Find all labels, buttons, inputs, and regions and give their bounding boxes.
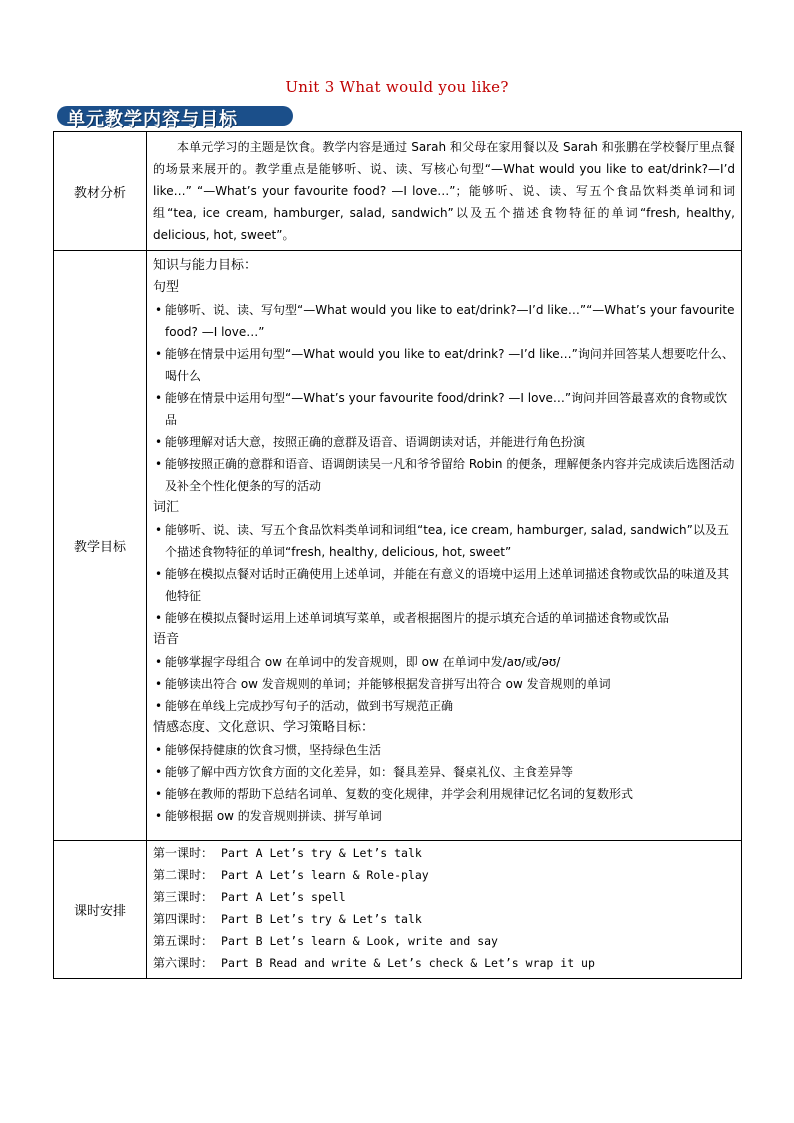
schedule-item	[153, 952, 735, 974]
schedule-cell	[147, 841, 742, 979]
bullet-icon: •	[155, 391, 163, 405]
goal-item	[153, 343, 735, 387]
row-schedule	[54, 841, 742, 979]
vocab-goal-list	[153, 519, 735, 629]
goal-item	[153, 563, 735, 607]
bullet-icon: •	[155, 699, 163, 713]
goal-item	[153, 453, 735, 497]
bullet-icon: •	[155, 457, 163, 471]
bullet-icon: •	[155, 677, 163, 691]
bullet-icon: •	[155, 435, 163, 449]
schedule-item	[153, 864, 735, 886]
goal-item	[153, 651, 735, 673]
bullet-icon: •	[155, 765, 163, 779]
schedule-lesson-content: Part B Let’s learn & Look, write and say	[221, 934, 498, 948]
goal-item	[153, 739, 735, 761]
goal-item-text: 能够按照正确的意群和语音、语调朗读吴一凡和爷爷留给 Robin 的便条，理解便条内容并完成读后选图活动及补全个性化便条的写的活动	[165, 457, 735, 493]
schedule-item	[153, 908, 735, 930]
schedule-lesson-label: 第四课时：	[153, 912, 214, 926]
schedule-lesson-content: Part A Let’s try & Let’s talk	[221, 846, 422, 860]
goal-item-text: 能够在模拟点餐时运用上述单词填写菜单，或者根据图片的提示填充合适的单词描述食物或饮品	[165, 611, 670, 625]
schedule-item	[153, 886, 735, 908]
bullet-icon: •	[155, 787, 163, 801]
goal-item-text: 能够听、说、读、写五个食品饮料类单词和词组“tea, ice cream, hamburger, salad, sandwich”以及五个描述食物特征的单词“fresh, healthy, delicious, hot, sweet”	[165, 523, 729, 559]
banner-text: 单元教学内容与目标	[67, 109, 238, 130]
bullet-icon: •	[155, 809, 163, 823]
schedule-lesson-content: Part A Let’s spell	[221, 890, 346, 904]
bullet-icon: •	[155, 347, 163, 361]
subheading-sentence: 句型	[153, 280, 180, 295]
row-label-schedule: 课时安排	[54, 841, 147, 979]
goal-item-text: 能够根据 ow 的发音规则拼读、拼写单词	[165, 809, 382, 823]
goal-item-text: 能够在情景中运用句型“—What’s your favourite food/drink? —I love…”询问并回答最喜欢的食物或饮品	[165, 391, 728, 427]
goal-item	[153, 783, 735, 805]
goal-item	[153, 607, 735, 629]
goal-item	[153, 519, 735, 563]
unit-plan-table	[53, 131, 742, 979]
schedule-lesson-content: Part B Let’s try & Let’s talk	[221, 912, 422, 926]
goals-heading-knowledge: 知识与能力目标：	[153, 258, 258, 273]
goal-item-text: 能够掌握字母组合 ow 在单词中的发音规则，即 ow 在单词中发/aʊ/或/əʊ/	[165, 655, 561, 669]
goals-heading-attitude: 情感态度、文化意识、学习策略目标：	[153, 720, 375, 735]
section-banner	[57, 104, 293, 128]
goal-item-text: 能够保持健康的饮食习惯，坚持绿色生活	[165, 743, 382, 757]
goal-item	[153, 761, 735, 783]
goal-item	[153, 805, 735, 827]
goal-item	[153, 695, 735, 717]
goal-item	[153, 299, 735, 343]
goal-item-text: 能够在单线上完成抄写句子的活动，做到书写规范正确	[165, 699, 454, 713]
goal-item-text: 能够理解对话大意，按照正确的意群及语音、语调朗读对话，并能进行角色扮演	[165, 435, 586, 449]
goal-item-text: 能够听、说、读、写句型“—What would you like to eat/drink?—I’d like…”“—What’s your favourite food? —I love…”	[165, 303, 735, 339]
goal-item-text: 能够读出符合 ow 发音规则的单词；并能够根据发音拼写出符合 ow 发音规则的单词	[165, 677, 611, 691]
bullet-icon: •	[155, 303, 163, 317]
schedule-list	[153, 842, 735, 974]
goal-item-text: 能够在情景中运用句型“—What would you like to eat/drink? —I’d like…”询问并回答某人想要吃什么、喝什么	[165, 347, 734, 383]
phonics-goal-list	[153, 651, 735, 717]
goals-cell	[147, 251, 742, 841]
schedule-lesson-label: 第三课时：	[153, 890, 214, 904]
analysis-text: 本单元学习的主题是饮食。教学内容是通过 Sarah 和父母在家用餐以及 Sarah 和张鹏在学校餐厅里点餐的场景来展开的。教学重点是能够听、说、读、写核心句型“—What would you like to eat/drink?—I’d like…” “—What’s your favourite food? —I love…”；能够听、说、读、写五个食品饮料类单词和词组“tea, ice cream, hamburger, salad, sandwich”以及五个描述食物特征的单词“fresh, healthy, delicious, hot, sweet”。	[153, 140, 735, 242]
schedule-lesson-content: Part A Let’s learn & Role-play	[221, 868, 429, 882]
sentence-goal-list	[153, 299, 735, 497]
goal-item-text: 能够了解中西方饮食方面的文化差异，如：餐具差异、餐桌礼仪、主食差异等	[165, 765, 574, 779]
goal-item	[153, 431, 735, 453]
row-goals	[54, 251, 742, 841]
schedule-lesson-content: Part B Read and write & Let’s check & Let’s wrap it up	[221, 956, 595, 970]
bullet-icon: •	[155, 567, 163, 581]
bullet-icon: •	[155, 523, 163, 537]
subheading-phonics: 语音	[153, 632, 180, 647]
row-label-goals: 教学目标	[54, 251, 147, 841]
bullet-icon: •	[155, 743, 163, 757]
bullet-icon: •	[155, 655, 163, 669]
schedule-item	[153, 930, 735, 952]
goal-item	[153, 387, 735, 431]
goal-item-text: 能够在模拟点餐对话时正确使用上述单词，并能在有意义的语境中运用上述单词描述食物或饮品的味道及其他特征	[165, 567, 730, 603]
goal-item	[153, 673, 735, 695]
row-label-analysis: 教材分析	[54, 132, 147, 251]
analysis-cell	[147, 132, 742, 251]
schedule-lesson-label: 第二课时：	[153, 868, 214, 882]
schedule-lesson-label: 第六课时：	[153, 956, 214, 970]
subheading-vocab: 词汇	[153, 500, 180, 515]
bullet-icon: •	[155, 611, 163, 625]
row-analysis	[54, 132, 742, 251]
schedule-lesson-label: 第一课时：	[153, 846, 214, 860]
schedule-item	[153, 842, 735, 864]
attitude-goal-list	[153, 739, 735, 827]
document-title: Unit 3 What would you like?	[285, 78, 509, 96]
schedule-lesson-label: 第五课时：	[153, 934, 214, 948]
goal-item-text: 能够在教师的帮助下总结名词单、复数的变化规律，并学会利用规律记忆名词的复数形式	[165, 787, 634, 801]
